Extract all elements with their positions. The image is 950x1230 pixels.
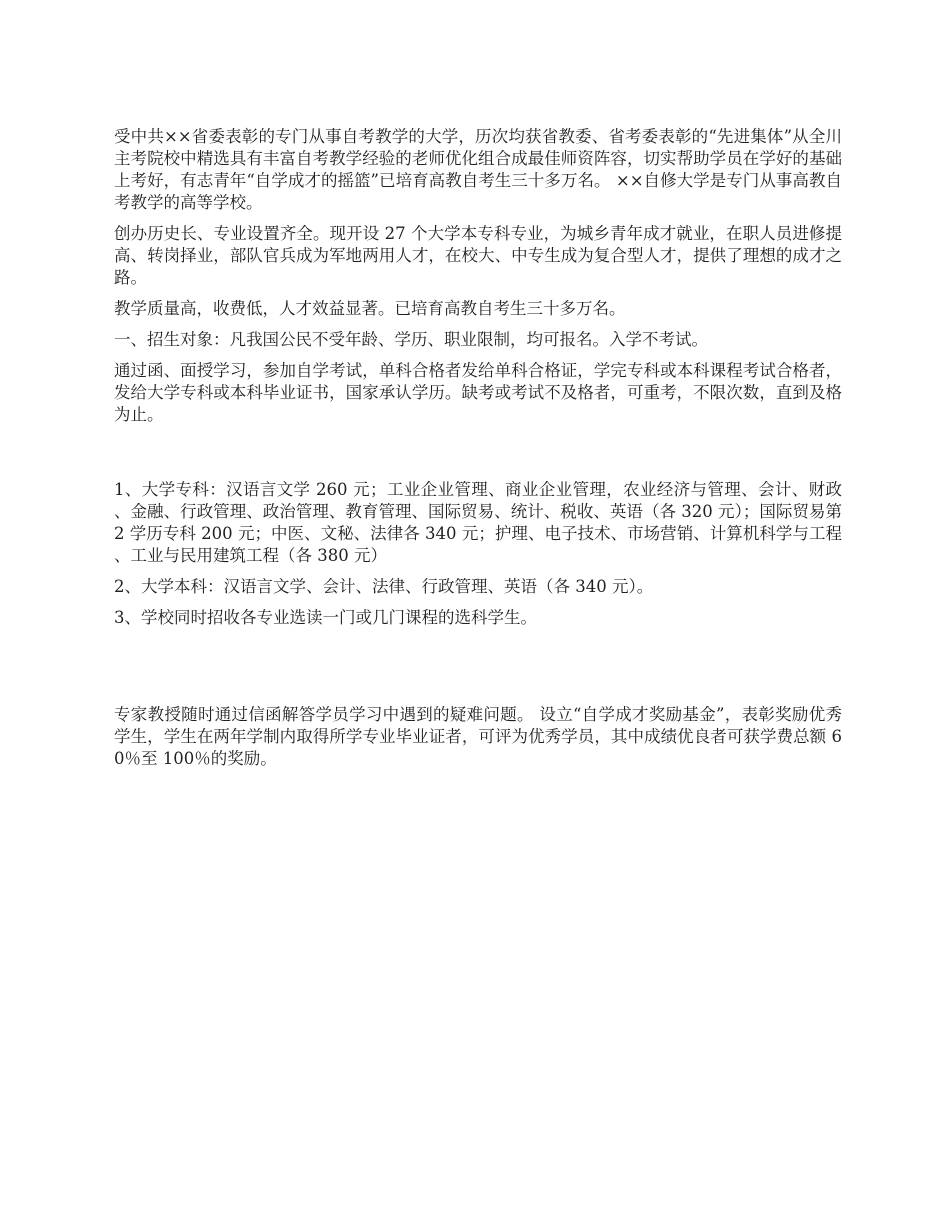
fee-item-bachelor-degree: 2、大学本科：汉语言文学、会计、法律、行政管理、英语（各 340 元）。: [114, 577, 654, 596]
fee-item-associate-degree: 1、大学专科：汉语言文学 260 元；工业企业管理、商业企业管理，农业经济与管理、会计、财政、金融、行政管理、政治管理、教育管理、国际贸易、统计、税收、英语（各 320 元）；国际贸易第 2 学历专科 200 元；中医、文秘、法律各 340 元；护理、电子技术、市场营销、计算机科学与工程、工业与民用建筑工程（各 380 元）: [114, 480, 842, 565]
intro-paragraph-1: 受中共××省委表彰的专门从事自考教学的大学，历次均获省教委、省考委表彰的“先进集体”从全川主考院校中精选具有丰富自考教学经验的老师优化组合成最佳师资阵容，切实帮助学员在学好的基础上考好，有志青年“自学成才的摇篮”已培育高教自考生三十多万名。 ××自修大学是专门从事高教自考教学的高等学校。: [114, 127, 842, 212]
enrollment-target-paragraph: 一、招生对象：凡我国公民不受年龄、学历、职业限制，均可报名。入学不考试。: [114, 330, 708, 349]
fee-item-elective-courses: 3、学校同时招收各专业选读一门或几门课程的选科学生。: [114, 608, 537, 627]
closing-paragraph: 专家教授随时通过信函解答学员学习中遇到的疑难问题。 设立“自学成才奖励基金”，表彰奖励优秀学生，学生在两年学制内取得所学专业毕业证者，可评为优秀学员，其中成绩优良者可获学费总额 60％至 100％的奖励。: [114, 705, 842, 768]
intro-paragraph-2: 创办历史长、专业设置齐全。现开设 27 个大学本专科专业，为城乡青年成才就业，在职人员进修提高、转岗择业，部队官兵成为军地两用人才，在校大、中专生成为复合型人才，提供了理想的成才之路。: [114, 224, 842, 287]
intro-paragraph-3: 教学质量高，收费低，人才效益显著。已培育高教自考生三十多万名。: [114, 299, 626, 318]
section-spacer: [114, 638, 842, 704]
section-spacer: [114, 435, 842, 479]
document-page: [114, 126, 842, 779]
study-method-paragraph: 通过函、面授学习，参加自学考试，单科合格者发给单科合格证，学完专科或本科课程考试合格者，发给大学专科或本科毕业证书，国家承认学历。缺考或考试不及格者，可重考，不限次数，直到及格为止。: [114, 361, 842, 424]
